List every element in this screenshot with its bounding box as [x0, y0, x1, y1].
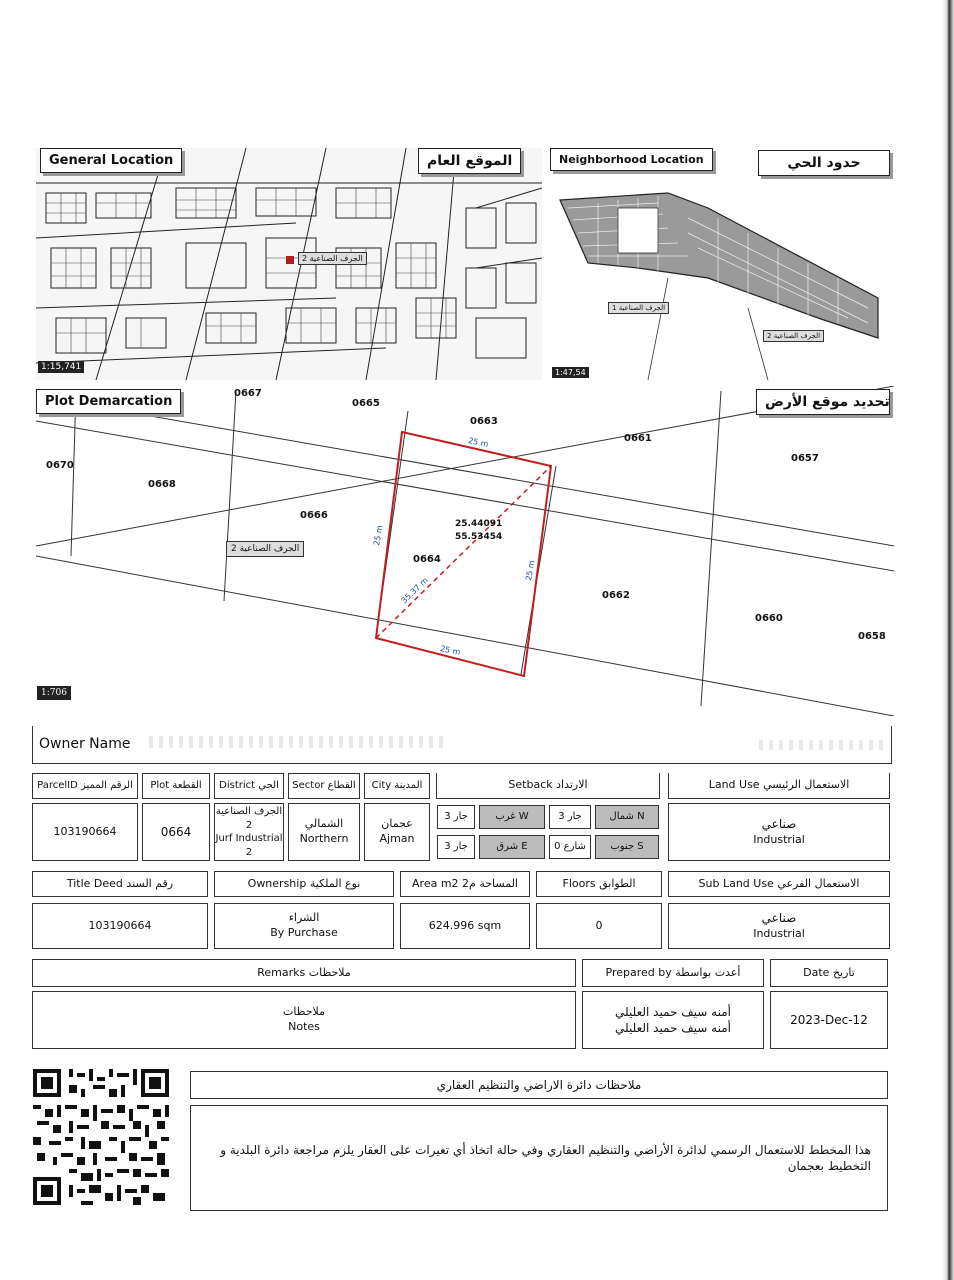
remarks-ar: ملاحظات	[283, 1005, 325, 1019]
district-value	[214, 803, 284, 861]
sector-en: Northern	[299, 832, 349, 845]
sub-land-use-en: Industrial	[753, 926, 805, 940]
plot-district-tag: الجرف الصناعية 2	[226, 541, 304, 557]
ownership-value	[214, 903, 394, 949]
page-edge	[942, 0, 954, 1280]
sector-value	[288, 803, 360, 861]
sector-ar: الشمالي	[304, 817, 344, 831]
general-location-label: General Location	[40, 148, 182, 173]
plot-0660: 0660	[755, 613, 783, 624]
plot-header: Plot القطعة	[142, 773, 210, 799]
site-marker	[286, 256, 294, 264]
city-ar: عجمان	[381, 817, 413, 831]
general-map-grid	[36, 148, 542, 380]
neighborhood-tag-2: الجرف الصناعية 2	[763, 330, 824, 342]
setback-south-label: جنوب S	[595, 835, 659, 859]
map-tag: الجرف الصناعية 2	[298, 252, 367, 265]
setback-west-label: غرب W	[479, 805, 545, 829]
city-header: City المدينة	[364, 773, 430, 799]
neighborhood-map-drawing	[548, 148, 894, 380]
ownership-en: By Purchase	[270, 926, 338, 939]
title-deed-header: Title Deed رقم السند	[32, 871, 208, 897]
sub-land-use-value	[668, 903, 890, 949]
owner-name-ar-redacted	[753, 740, 883, 750]
plot-0662: 0662	[602, 590, 630, 601]
title-deed-value: 103190664	[32, 903, 208, 949]
plot-0657: 0657	[791, 453, 819, 464]
district-header: District الحي	[214, 773, 284, 799]
side-top: 25 m	[467, 435, 490, 450]
plot-demarcation-label: Plot Demarcation	[36, 389, 181, 414]
date-header: Date تاريخ	[770, 959, 888, 987]
setback-west-value: جار 3	[437, 805, 475, 829]
plot-value: 0664	[142, 803, 210, 861]
date-value: 2023-Dec-12	[770, 991, 888, 1049]
land-use-value	[668, 803, 890, 861]
qr-code	[33, 1069, 169, 1205]
prepared-by-1: أمنه سيف حميد العليلي	[615, 1004, 731, 1019]
notes-title: ملاحظات دائرة الاراضي والتنظيم العقاري	[190, 1071, 888, 1099]
general-map-scale: 1:15,741	[38, 361, 84, 373]
plot-0665: 0665	[352, 398, 380, 409]
setback-south-value: شارع 0	[549, 835, 591, 859]
land-use-en: Industrial	[753, 832, 805, 846]
owner-name-label: Owner Name	[39, 736, 131, 752]
plot-lat: 25.44091	[455, 519, 503, 529]
side-bottom: 25 m	[439, 643, 462, 658]
plot-0670: 0670	[46, 460, 74, 471]
plot-drawing	[36, 386, 894, 716]
plot-diagonal	[376, 466, 551, 638]
side-right: 25 m	[524, 559, 537, 582]
plot-0668: 0668	[148, 479, 176, 490]
remarks-en: Notes	[288, 1020, 320, 1033]
district-ar: الجرف الصناعية 2	[215, 806, 283, 831]
plot-lon: 55.53454	[455, 532, 503, 542]
city-en: Ajman	[379, 832, 415, 845]
prepared-by-value	[582, 991, 764, 1049]
plot-0666: 0666	[300, 510, 328, 521]
floors-header: Floors الطوابق	[536, 871, 662, 897]
sub-land-use-header: Sub Land Use الاستعمال الفرعي	[668, 871, 890, 897]
floors-value: 0	[536, 903, 662, 949]
plot-0658: 0658	[858, 631, 886, 642]
ownership-ar: الشراء	[288, 911, 320, 925]
setback-east-value: جار 3	[437, 835, 475, 859]
remarks-value	[32, 991, 576, 1049]
owner-name-redacted	[143, 736, 443, 748]
side-diagonal: 35.37 m	[399, 575, 430, 606]
neighborhood-location-map	[548, 148, 894, 380]
neighborhood-tag: الجرف الصناعية 1	[608, 302, 669, 314]
parcel-id-value: 103190664	[32, 803, 138, 861]
setback-header: Setback الارتداد	[436, 773, 660, 799]
land-use-ar: صناعي	[761, 817, 797, 832]
side-left: 25 m	[372, 524, 385, 547]
setback-east-label: شرق E	[479, 835, 545, 859]
general-location-label-ar: الموقع العام	[418, 148, 521, 174]
remarks-header: Remarks ملاحظات	[32, 959, 576, 987]
prepared-by-2: أمنه سيف حميد العليلي	[615, 1021, 731, 1035]
area-header: Area m2 2المساحة م	[400, 871, 530, 897]
setback-north-label: شمال N	[595, 805, 659, 829]
owner-row	[32, 726, 892, 764]
neighborhood-map-scale: 1:47,54	[552, 367, 589, 378]
plot-scale: 1:706	[37, 686, 71, 700]
setback-north-value: جار 3	[549, 805, 591, 829]
parcel-id-header: ParcelID الرقم المميز	[32, 773, 138, 799]
plot-0664: 0664	[413, 554, 441, 565]
neighborhood-location-label-ar: حدود الحي	[758, 150, 890, 176]
sector-header: Sector القطاع	[288, 773, 360, 799]
prepared-by-header: Prepared by أعدت بواسطة	[582, 959, 764, 987]
plot-0667: 0667	[234, 388, 262, 399]
plot-0661: 0661	[624, 433, 652, 444]
plot-demarcation-label-ar: تحديد موقع الأرض	[756, 389, 890, 415]
plot-outline	[376, 432, 551, 676]
land-use-header: Land Use الاستعمال الرئيسي	[668, 773, 890, 799]
notes-body: هذا المخطط للاستعمال الرسمي لدائرة الأراضي والتنظيم العقاري وفي حالة اتخاذ أي تغيرات على العقار يلزم مراجعة دائرة البلدية و التخطيط بعجمان	[190, 1105, 888, 1211]
plot-demarcation-map	[36, 386, 894, 716]
city-value	[364, 803, 430, 861]
plot-0663: 0663	[470, 416, 498, 427]
area-value: 624.996 sqm	[400, 903, 530, 949]
sub-land-use-ar: صناعي	[761, 911, 797, 926]
general-location-map	[36, 148, 542, 380]
neighborhood-location-label: Neighborhood Location	[550, 148, 713, 171]
district-en: Jurf Industrial 2	[215, 833, 283, 858]
ownership-header: Ownership نوع الملكية	[214, 871, 394, 897]
